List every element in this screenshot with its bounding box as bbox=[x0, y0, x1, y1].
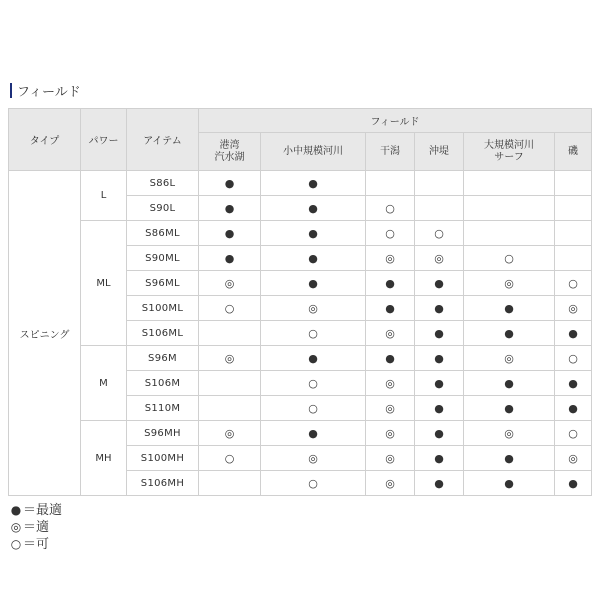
table-row bbox=[9, 221, 592, 246]
rating-cell bbox=[415, 171, 464, 196]
header-field-0: 港湾 汽水湖 bbox=[199, 133, 261, 171]
rating-cell: ○ bbox=[261, 371, 366, 396]
rating-cell: ○ bbox=[555, 271, 592, 296]
header-field-5: 磯 bbox=[555, 133, 592, 171]
legend-item bbox=[9, 502, 62, 519]
rating-cell: ● bbox=[464, 296, 555, 321]
rating-cell: ● bbox=[415, 271, 464, 296]
power-cell: L bbox=[81, 171, 127, 221]
rating-cell: ● bbox=[555, 321, 592, 346]
item-cell: S96ML bbox=[127, 271, 199, 296]
power-cell: ML bbox=[81, 221, 127, 346]
rating-cell bbox=[366, 171, 415, 196]
rating-cell: ◎ bbox=[366, 471, 415, 496]
rating-cell: ◎ bbox=[366, 371, 415, 396]
rating-cell: ◎ bbox=[366, 446, 415, 471]
rating-cell: ● bbox=[415, 421, 464, 446]
legend-text: ＝可 bbox=[23, 537, 50, 552]
header-field-2: 干潟 bbox=[366, 133, 415, 171]
rating-cell: ● bbox=[464, 446, 555, 471]
item-cell: S90L bbox=[127, 196, 199, 221]
rating-cell: ○ bbox=[464, 246, 555, 271]
table-body bbox=[9, 171, 592, 496]
rating-cell: ● bbox=[199, 171, 261, 196]
rating-cell: ◎ bbox=[199, 271, 261, 296]
rating-cell bbox=[555, 196, 592, 221]
type-cell: スピニング bbox=[9, 171, 81, 496]
section-heading bbox=[10, 82, 81, 98]
item-cell: S106ML bbox=[127, 321, 199, 346]
rating-cell bbox=[555, 171, 592, 196]
rating-cell: ● bbox=[464, 321, 555, 346]
heading-accent-bar bbox=[10, 83, 12, 98]
rating-cell: ● bbox=[415, 471, 464, 496]
rating-cell bbox=[199, 321, 261, 346]
rating-cell: ◎ bbox=[366, 246, 415, 271]
rating-cell: ● bbox=[199, 246, 261, 271]
rating-cell: ● bbox=[199, 221, 261, 246]
rating-cell: ● bbox=[261, 196, 366, 221]
item-cell: S86ML bbox=[127, 221, 199, 246]
rating-cell: ● bbox=[555, 471, 592, 496]
rating-cell: ● bbox=[199, 196, 261, 221]
rating-cell: ● bbox=[261, 421, 366, 446]
rating-cell: ○ bbox=[261, 471, 366, 496]
rating-cell bbox=[464, 221, 555, 246]
rating-cell: ● bbox=[415, 296, 464, 321]
item-cell: S106MH bbox=[127, 471, 199, 496]
rating-cell: ● bbox=[464, 396, 555, 421]
rating-cell bbox=[464, 171, 555, 196]
rating-cell: ◎ bbox=[199, 346, 261, 371]
rating-cell: ○ bbox=[555, 346, 592, 371]
rating-cell: ○ bbox=[555, 421, 592, 446]
rating-cell: ● bbox=[555, 371, 592, 396]
field-suitability-table bbox=[8, 108, 592, 496]
header-field-group: フィールド bbox=[199, 109, 592, 133]
rating-cell: ● bbox=[415, 321, 464, 346]
rating-cell: ● bbox=[261, 221, 366, 246]
table-row bbox=[9, 171, 592, 196]
table-header bbox=[9, 109, 592, 171]
rating-cell bbox=[415, 196, 464, 221]
rating-cell: ● bbox=[415, 371, 464, 396]
rating-cell bbox=[464, 196, 555, 221]
header-power: パワー bbox=[81, 109, 127, 171]
header-field-1: 小中規模河川 bbox=[261, 133, 366, 171]
rating-cell: ● bbox=[415, 446, 464, 471]
rating-cell: ◎ bbox=[464, 271, 555, 296]
rating-cell bbox=[555, 246, 592, 271]
rating-cell: ● bbox=[555, 396, 592, 421]
power-cell: M bbox=[81, 346, 127, 421]
rating-cell: ● bbox=[261, 246, 366, 271]
rating-cell bbox=[199, 471, 261, 496]
rating-cell: ● bbox=[415, 346, 464, 371]
legend-symbol: ◎ bbox=[10, 520, 22, 534]
legend-item bbox=[9, 519, 62, 536]
rating-cell: ◎ bbox=[415, 246, 464, 271]
rating-cell: ● bbox=[261, 271, 366, 296]
rating-cell: ○ bbox=[199, 296, 261, 321]
rating-cell: ○ bbox=[261, 396, 366, 421]
rating-cell: ○ bbox=[366, 221, 415, 246]
legend-text: ＝最適 bbox=[23, 503, 63, 518]
rating-cell: ◎ bbox=[366, 421, 415, 446]
rating-cell: ● bbox=[366, 296, 415, 321]
header-type: タイプ bbox=[9, 109, 81, 171]
rating-cell: ○ bbox=[366, 196, 415, 221]
header-field-4: 大規模河川 サーフ bbox=[464, 133, 555, 171]
item-cell: S100ML bbox=[127, 296, 199, 321]
item-cell: S110M bbox=[127, 396, 199, 421]
rating-cell: ◎ bbox=[199, 421, 261, 446]
rating-cell: ● bbox=[261, 171, 366, 196]
legend bbox=[9, 502, 62, 553]
legend-item bbox=[9, 536, 62, 553]
rating-cell: ◎ bbox=[366, 396, 415, 421]
item-cell: S96MH bbox=[127, 421, 199, 446]
rating-cell: ◎ bbox=[464, 421, 555, 446]
rating-cell bbox=[555, 221, 592, 246]
rating-cell: ◎ bbox=[555, 446, 592, 471]
legend-text: ＝適 bbox=[23, 520, 50, 535]
rating-cell: ◎ bbox=[261, 446, 366, 471]
legend-symbol: ● bbox=[10, 503, 22, 517]
header-item: アイテム bbox=[127, 109, 199, 171]
table-row bbox=[9, 421, 592, 446]
header-field-3: 沖堤 bbox=[415, 133, 464, 171]
rating-cell: ◎ bbox=[555, 296, 592, 321]
rating-cell bbox=[199, 371, 261, 396]
item-cell: S100MH bbox=[127, 446, 199, 471]
table-row bbox=[9, 346, 592, 371]
item-cell: S106M bbox=[127, 371, 199, 396]
rating-cell: ● bbox=[261, 346, 366, 371]
rating-cell: ● bbox=[464, 371, 555, 396]
rating-cell: ● bbox=[415, 396, 464, 421]
power-cell: MH bbox=[81, 421, 127, 496]
rating-cell: ○ bbox=[415, 221, 464, 246]
rating-cell: ○ bbox=[261, 321, 366, 346]
item-cell: S86L bbox=[127, 171, 199, 196]
rating-cell: ○ bbox=[199, 446, 261, 471]
rating-cell: ◎ bbox=[366, 321, 415, 346]
legend-symbol: ○ bbox=[10, 537, 22, 551]
rating-cell: ● bbox=[464, 471, 555, 496]
section-title: フィールド bbox=[17, 84, 81, 100]
item-cell: S96M bbox=[127, 346, 199, 371]
rating-cell bbox=[199, 396, 261, 421]
rating-cell: ● bbox=[366, 271, 415, 296]
rating-cell: ● bbox=[366, 346, 415, 371]
rating-cell: ◎ bbox=[261, 296, 366, 321]
item-cell: S90ML bbox=[127, 246, 199, 271]
rating-cell: ◎ bbox=[464, 346, 555, 371]
